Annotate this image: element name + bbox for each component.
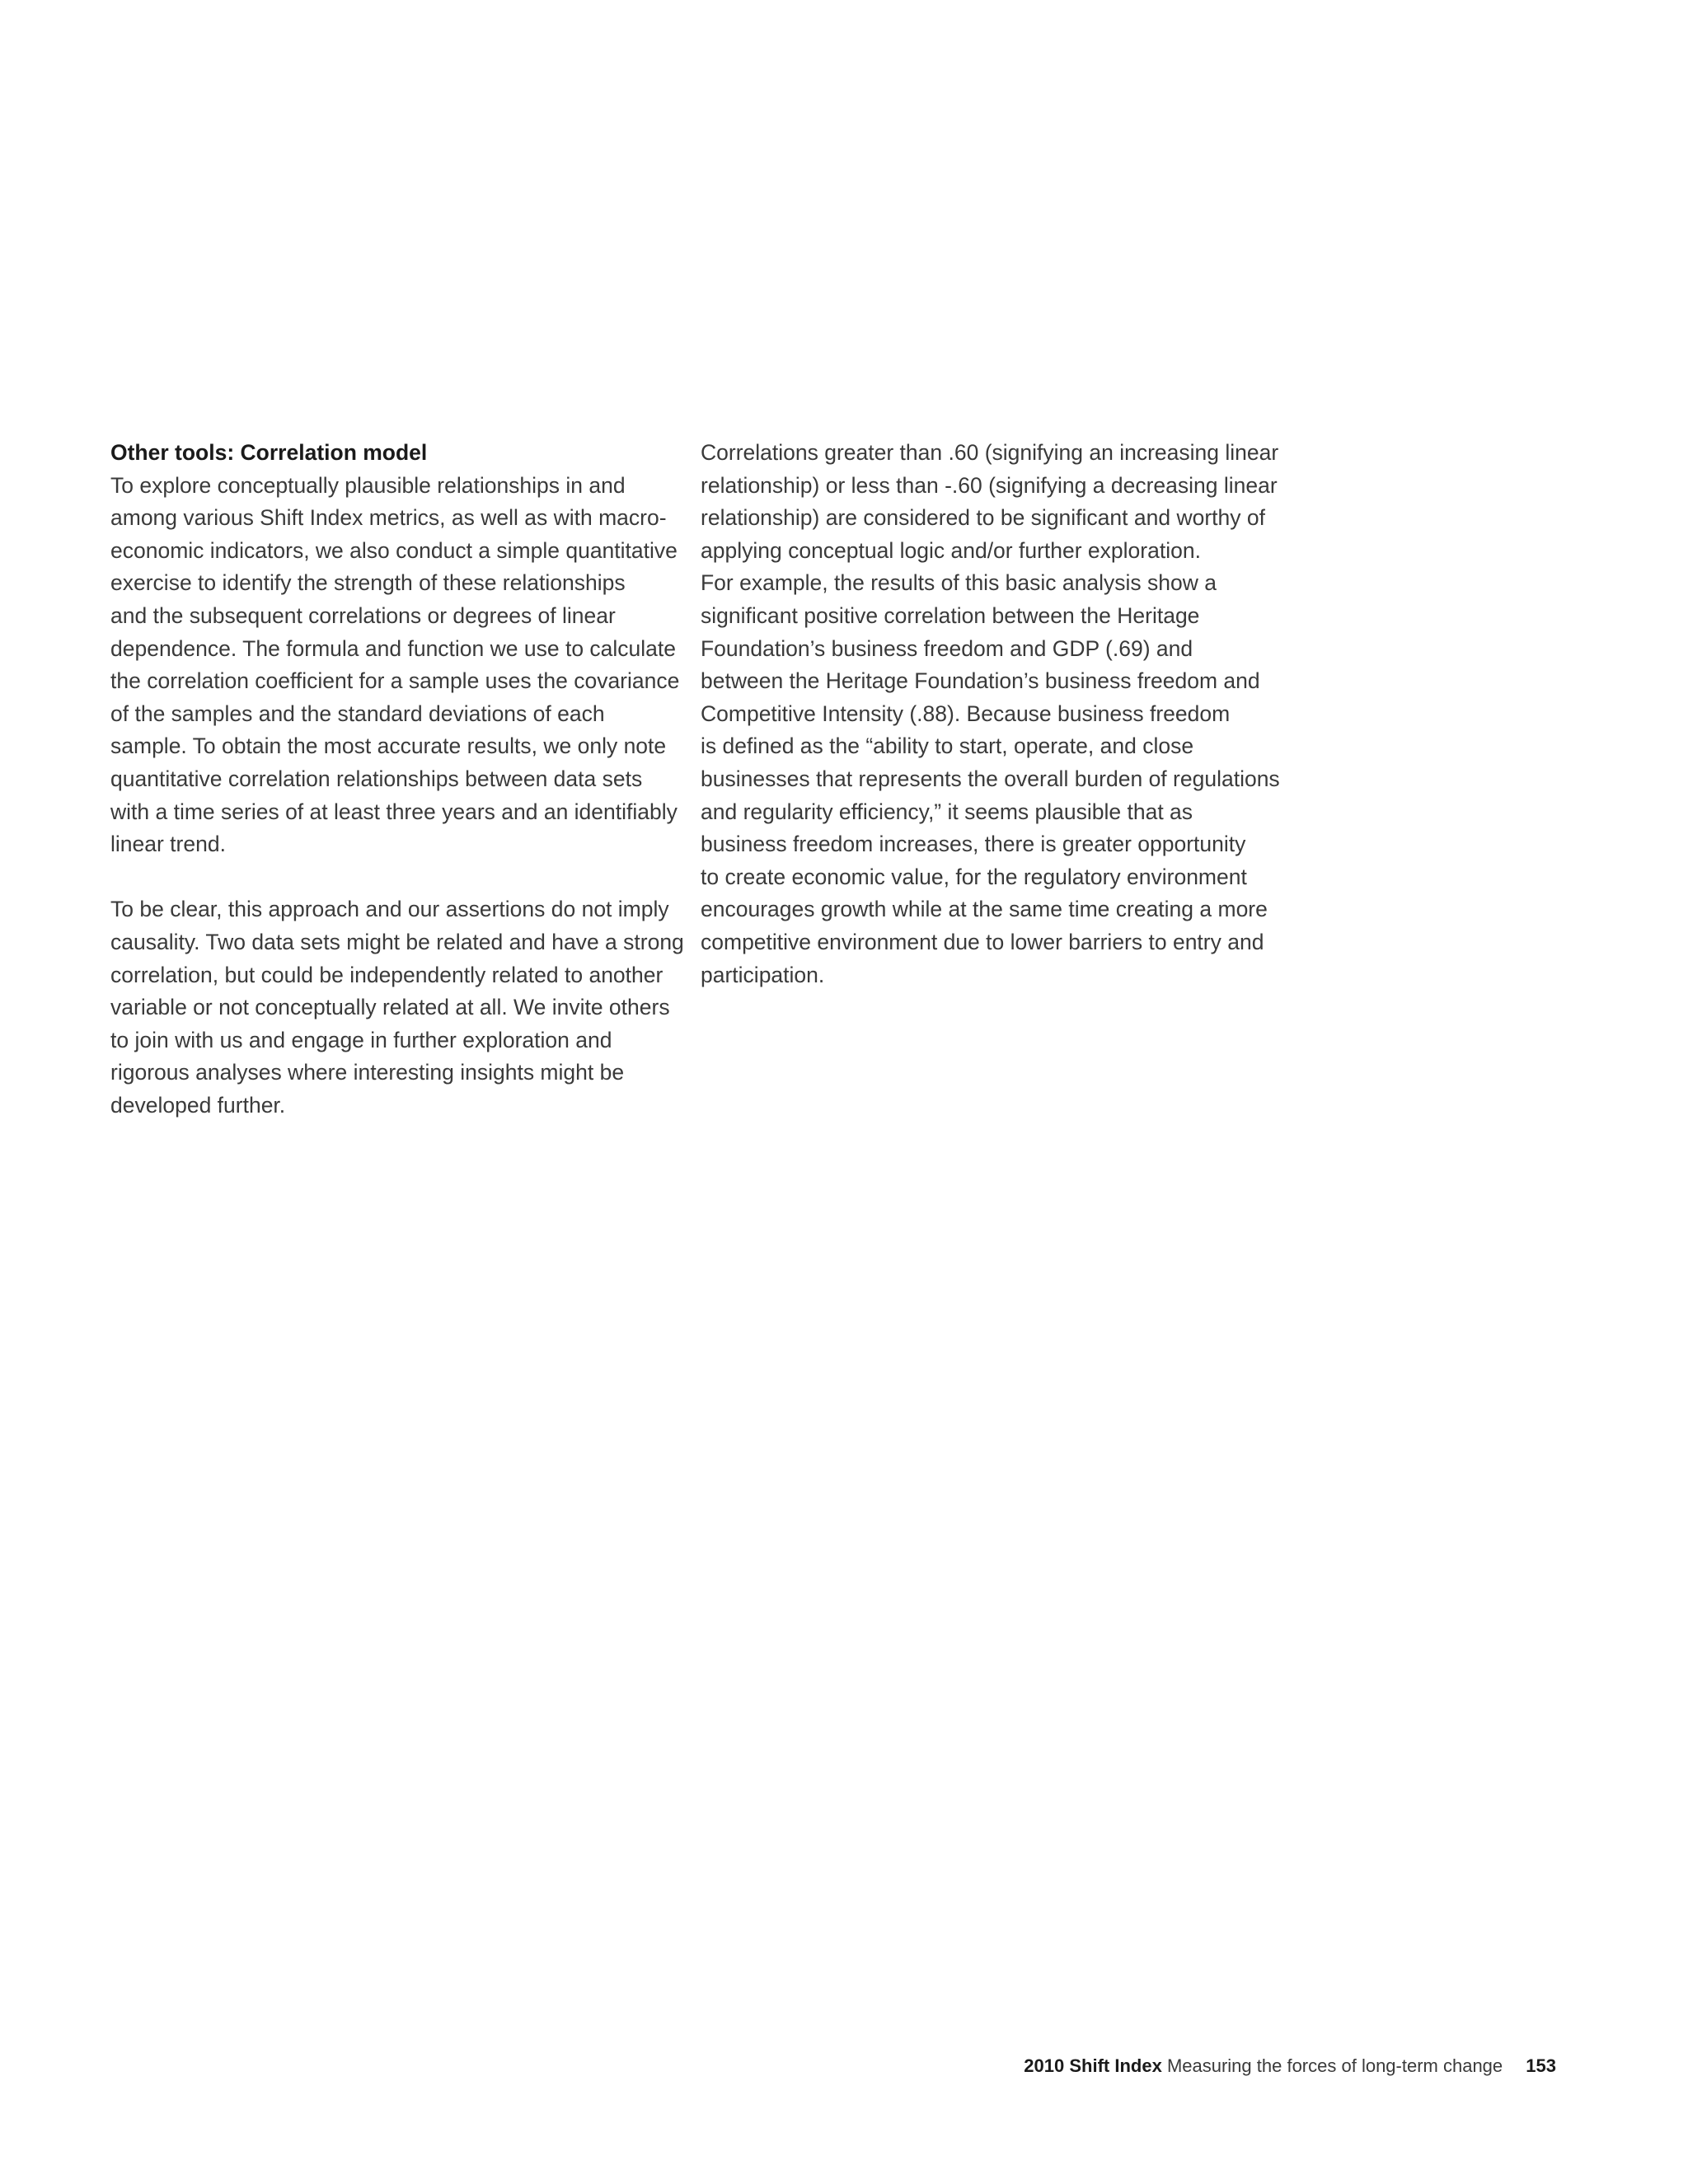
text-line: significant positive correlation between the Heritage [701,602,1200,628]
text-line: applying conceptual logic and/or further exploration. [701,537,1201,563]
text-line: relationship) or less than -.60 (signifying a decreasing linear [701,472,1278,498]
left-column [110,437,684,1122]
text-line: encourages growth while at the same time creating a more [701,897,1268,922]
footer-brand: 2010 Shift Index [1024,2055,1162,2076]
footer-tagline: Measuring the forces of long-term change [1166,2055,1503,2076]
text-line: is defined as the “ability to start, operate, and close [701,733,1194,759]
text-line: relationship) are considered to be significant and worthy of [701,505,1265,531]
text-line: rigorous analyses where interesting insights might be [110,1060,625,1085]
paragraph-correlations [701,437,1278,991]
text-line: For example, the results of this basic analysis show a [701,570,1217,596]
text-line: Competitive Intensity (.88). Because business freedom [701,701,1231,726]
text-line: participation. [701,962,825,987]
text-line: To explore conceptually plausible relationships in and [110,472,626,498]
page-footer [1024,2054,1556,2079]
text-line: economic indicators, we also conduct a simple quantitative [110,537,678,563]
paragraph-causality [110,893,684,1122]
text-line: the correlation coefficient for a sample uses the covariance [110,668,680,694]
section-heading: Other tools: Correlation model [110,440,428,465]
text-line: businesses that represents the overall burden of regulations [701,766,1280,791]
paragraph-methodology [110,470,679,861]
text-line: correlation, but could be independently related to another [110,962,663,987]
text-line: dependence. The formula and function we use to calculate [110,635,677,661]
text-line: Foundation’s business freedom and GDP (.69) and [701,635,1193,661]
text-line: variable or not conceptually related at all. We invite others [110,995,670,1020]
text-line: among various Shift Index metrics, as well as with macro- [110,505,667,531]
text-line: competitive environment due to lower barriers to entry and [701,929,1264,954]
text-line: of the samples and the standard deviations of each [110,701,605,726]
page-number: 153 [1526,2055,1556,2076]
text-line: causality. Two data sets might be related and have a strong [110,929,684,954]
text-line: to create economic value, for the regulatory environment [701,864,1247,889]
text-line: and the subsequent correlations or degrees of linear [110,602,616,628]
text-line: and regularity efficiency,” it seems plausible that as [701,799,1193,824]
text-line: between the Heritage Foundation’s business freedom and [701,668,1260,694]
right-column [701,437,1278,991]
text-line: with a time series of at least three years and an identifiably [110,799,678,824]
text-line: To be clear, this approach and our assertions do not imply [110,897,669,922]
paragraph-gap [110,861,679,894]
text-line: exercise to identify the strength of these relationships [110,570,626,596]
text-line: quantitative correlation relationships between data sets [110,766,643,791]
text-line: to join with us and engage in further exploration and [110,1027,612,1052]
text-line: business freedom increases, there is greater opportunity [701,832,1246,857]
text-line: developed further. [110,1092,286,1118]
text-line: sample. To obtain the most accurate results, we only note [110,733,667,759]
text-line: Correlations greater than .60 (signifying an increasing linear [701,440,1279,465]
text-line: linear trend. [110,832,226,857]
